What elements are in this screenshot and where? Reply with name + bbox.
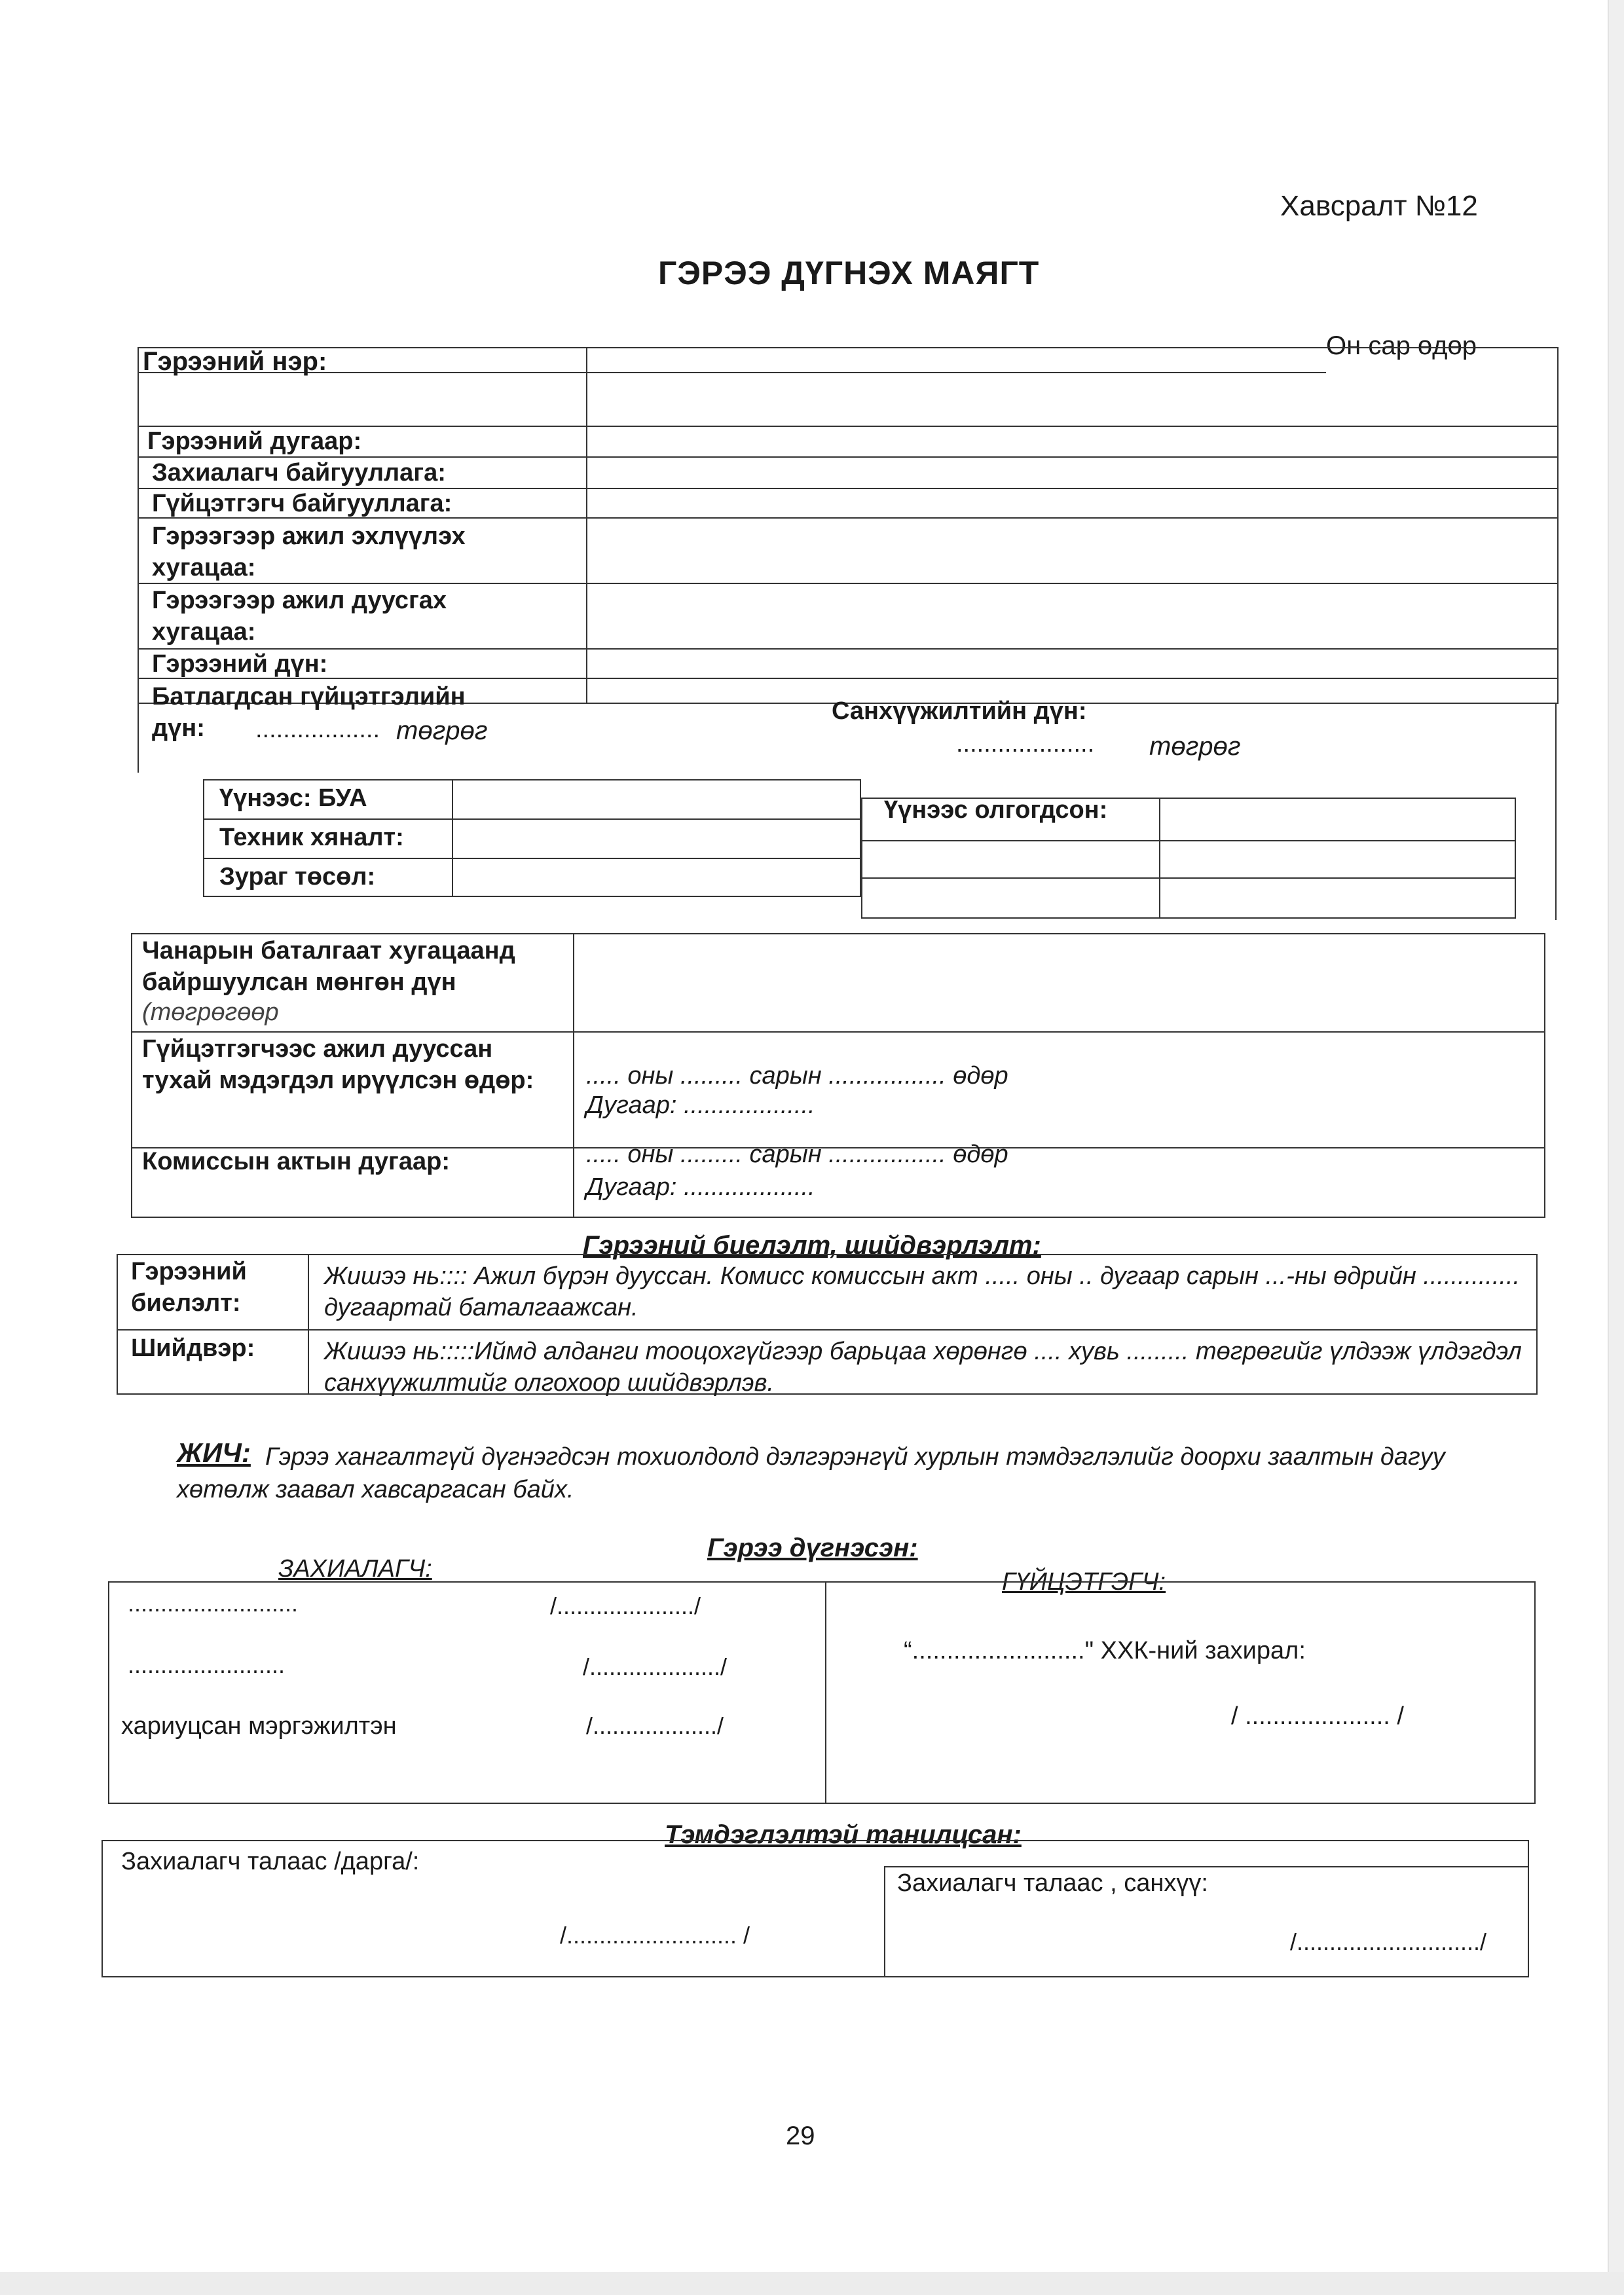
client-head-label: Захиалагч талаас /дарга/: xyxy=(121,1848,420,1875)
table-rule xyxy=(138,704,139,773)
contractor-org-label: Гүйцэтгэгч байгууллага: xyxy=(152,490,452,517)
confirmed-amount-label: Батлагдсан гүйцэтгэлийн дүн: xyxy=(152,683,466,742)
table-rule xyxy=(203,858,861,859)
notice-number-line: Дугаар: ................... xyxy=(586,1092,815,1119)
commission-act-label: Комиссын актын дугаар: xyxy=(142,1148,451,1175)
table-rule xyxy=(1555,704,1557,920)
page-title: ГЭРЭЭ ДҮГНЭХ МАЯГТ xyxy=(658,255,1040,291)
deduction-bua-label: Үүнээс: БУА xyxy=(219,784,367,812)
signatures-heading: Гэрээ дүгнэсэн: xyxy=(707,1533,918,1562)
table-rule xyxy=(138,678,1559,679)
deduction-supervision-label: Техник хяналт: xyxy=(219,824,404,851)
table-rule xyxy=(861,877,1516,879)
client-org-label: Захиалагч байгууллага: xyxy=(152,459,446,487)
performance-label: Гэрээний биелэлт: xyxy=(131,1258,247,1317)
contract-number-label: Гэрээний дугаар: xyxy=(147,428,362,455)
quality-money-note: (төгрөгөөр xyxy=(142,999,279,1026)
notice-date-line: ..... оны ......... сарын ................. өдөр xyxy=(586,1062,1008,1090)
acknowledged-divider xyxy=(884,1866,885,1977)
client-accountant-label: Захиалагч талаас , санхүү: xyxy=(897,1869,1208,1897)
funding-currency: төгрөг xyxy=(1149,732,1241,761)
note-label: ЖИЧ: xyxy=(177,1437,251,1468)
appendix-number: Хавсралт №12 xyxy=(1280,190,1478,222)
client-sign-slot-3: /.................../ xyxy=(586,1712,724,1739)
acknowledged-heading: Тэмдэглэлтэй танилцсан: xyxy=(665,1820,1022,1849)
confirmed-amount-dots: .................. xyxy=(255,716,380,743)
signatures-box xyxy=(108,1581,1536,1804)
signatures-divider xyxy=(825,1581,826,1804)
client-sign-slot-1: /...................../ xyxy=(550,1592,701,1619)
deduction-design-label: Зураг төсөл: xyxy=(219,863,376,890)
client-sign-dots-2: ........................ xyxy=(128,1651,286,1678)
table-rule xyxy=(131,1031,1545,1033)
confirmed-currency: төгрөг xyxy=(396,716,488,745)
table-rule xyxy=(203,818,861,820)
director-label: “........................." ХХК-ний захирал: xyxy=(904,1637,1306,1664)
director-sign-slot: / ..................... / xyxy=(1231,1702,1404,1730)
responsible-specialist-label: хариуцсан мэргэжилтэн xyxy=(121,1712,397,1740)
contract-amount-label: Гэрээний дүн: xyxy=(152,650,328,678)
client-head-sign-slot: /.......................... / xyxy=(560,1922,750,1949)
page-number: 29 xyxy=(786,2121,815,2150)
client-heading: ЗАХИАЛАГЧ: xyxy=(278,1555,432,1583)
funding-amount-label: Санхүүжилтийн дүн: xyxy=(832,697,1087,725)
table-rule xyxy=(884,1866,1529,1867)
contract-name-label: Гэрээний нэр: xyxy=(143,347,327,376)
start-date-label: Гэрээгээр ажил эхлүүлэх хугацаа: xyxy=(152,523,466,581)
table-rule xyxy=(138,648,1559,650)
paid-divider xyxy=(1159,798,1160,919)
client-sign-dots-1: .......................... xyxy=(128,1590,299,1617)
paid-label: Үүнээс олгогдсон: xyxy=(884,796,1108,824)
funding-dots: .................... xyxy=(956,730,1095,758)
notice-date-label: Гүйцэтгэгчээс ажил дууссан тухай мэдэгдэл ирүүлсэн өдөр: xyxy=(142,1035,534,1094)
page-bottom-edge xyxy=(0,2272,1624,2295)
performance-heading: Гэрээний биелэлт, шийдвэрлэлт: xyxy=(583,1231,1041,1260)
performance-text: Жишээ нь:::: Ажил бүрэн дууссан. Комисс комиссын акт ..... оны .. дугаар сарын ...-ны өдрийн .............. дугаартай баталгаажсан. xyxy=(324,1262,1521,1321)
quality-money-label: Чанарын баталгаат хугацаанд байршуулсан мөнгөн дүн xyxy=(142,937,515,996)
table-rule xyxy=(117,1329,1538,1331)
act-number-line: Дугаар: ................... xyxy=(586,1173,815,1201)
decision-text: Жишээ нь:::::Иймд алданги тооцохгүйгээр барьцаа хөрөнгө .... хувь ......... төгрөгийг үлдээж үлдэгдэл санхүүжилтийг олгохоор шийдвэрлэв. xyxy=(324,1338,1522,1397)
note-text: Гэрээ хангалтгүй дүгнэгдсэн тохиолдолд дэлгэрэнгүй хурлын тэмдэглэлийг доорхи заалтын дагуу хөтөлж заавал хавсаргасан байх. xyxy=(177,1443,1445,1503)
deductions-divider xyxy=(452,779,453,897)
contractor-heading: ГҮЙЦЭТГЭГЧ: xyxy=(1002,1568,1166,1596)
page-edge xyxy=(1608,0,1624,2295)
table-rule xyxy=(861,840,1516,841)
performance-divider xyxy=(308,1254,309,1395)
end-date-label: Гэрээгээр ажил дуусгах хугацаа: xyxy=(152,587,447,646)
client-sign-slot-2: /..................../ xyxy=(583,1653,728,1680)
accountant-sign-slot: /............................/ xyxy=(1290,1928,1487,1955)
info-table-divider xyxy=(586,347,587,704)
act-date-line: ..... оны ......... сарын ................. өдөр xyxy=(586,1141,1008,1168)
date-label: Он сар өдөр xyxy=(1326,331,1477,360)
decision-label: Шийдвэр: xyxy=(131,1334,255,1362)
